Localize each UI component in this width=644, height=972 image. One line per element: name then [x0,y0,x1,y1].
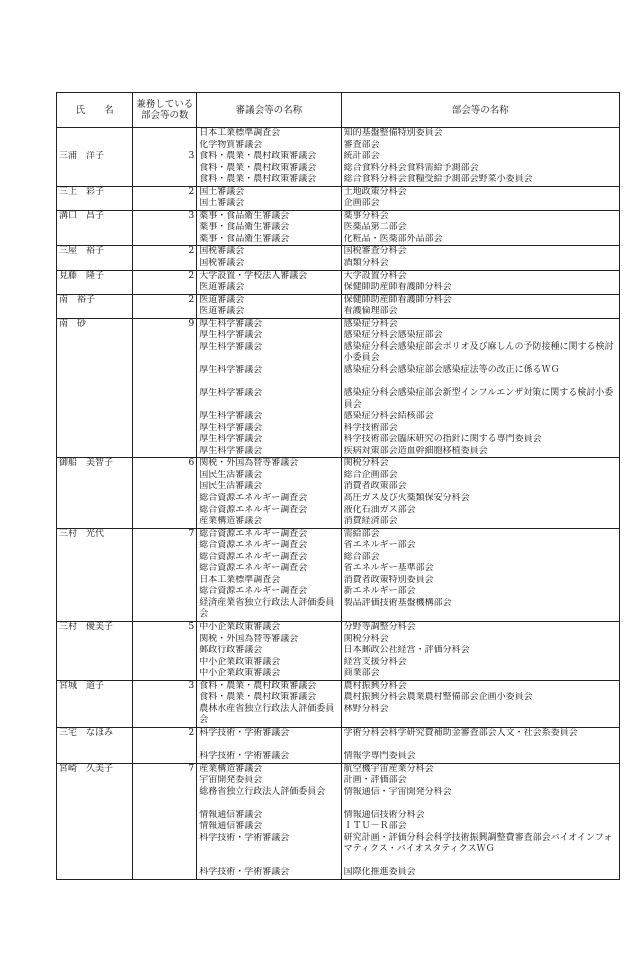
council-cell [197,210,341,246]
member-name [57,763,133,879]
table-body [57,128,620,880]
subcommittee-name: 国際化推進委員会 [343,867,416,878]
council-name: 郵政行政審議会 [199,645,263,656]
council-name: 宇宙開発委員会 [199,775,263,786]
subcommittee-name: 看護倫理部会 [343,306,398,317]
table-row [57,128,620,187]
membership-count-text: 2 [188,294,195,305]
subcommittee-name: 情報学専門委員会 [343,750,416,761]
council-name: 日本工業標準調査会 [199,574,281,585]
table-row [57,186,620,210]
membership-count-text: 3 [188,151,195,162]
council-name: 総合資源エネルギー調査会 [199,504,308,515]
council-name: 国土審議会 [199,186,245,197]
subcommittee-name: 知的基盤整備特別委員会 [343,128,443,138]
council-name: 総合資源エネルギー調査会 [199,586,308,597]
council-cell [197,318,341,458]
subcommittee-name: 液化石油ガス部会 [343,504,416,515]
subcommittee-cell [341,318,619,458]
member-name [57,680,133,727]
council-name: 厚生科学審議会 [199,422,263,433]
member-name [57,528,133,621]
council-name: 総合資源エネルギー調査会 [199,492,308,503]
membership-count [133,270,197,294]
subcommittee-name: 経営支援分科会 [343,656,407,667]
council-cell [197,727,341,763]
subcommittee-name: 分野等調整分科会 [343,621,416,632]
table-row [57,621,620,680]
member-name-text: 宮崎 久美子 [59,763,114,774]
council-name: 厚生科学審議会 [199,411,263,422]
table-row [57,294,620,318]
membership-count [133,621,197,680]
membership-count-text: 7 [188,763,195,774]
council-name: 薬事・食品衛生審議会 [199,233,290,244]
council-name: 厚生科学審議会 [199,434,263,445]
subcommittee-name: 大学設置分科会 [343,270,407,281]
membership-count [133,210,197,246]
member-name [57,727,133,763]
council-name: 医道審議会 [199,306,245,317]
table-row [57,727,620,763]
subcommittee-name: 科学技術部会臨床研究の指針に関する専門委員会 [343,434,542,445]
council-name: 国民生活審議会 [199,469,263,480]
council-name: 食料・農業・農村政策審議会 [199,162,317,173]
header-subcommittee: 部会等の名称 [341,93,619,128]
subcommittee-name: 酒類分科会 [343,258,389,269]
subcommittee-name: 省エネルギー部会 [343,540,416,551]
membership-count-text: 2 [188,186,195,197]
member-name-text: 南 砂 [59,318,87,329]
subcommittee-name: 省エネルギー基準部会 [343,563,434,574]
subcommittee-name: 新エネルギー部会 [343,586,416,597]
member-name-text: 三村 優美子 [59,621,114,632]
subcommittee-cell [341,763,619,879]
council-name: 中小企業政策審議会 [199,621,281,632]
membership-count [133,727,197,763]
subcommittee-cell [341,246,619,270]
subcommittee-name: 消費経済部会 [343,516,398,527]
subcommittee-cell [341,186,619,210]
subcommittee-cell [341,528,619,621]
subcommittee-name: 総合食料分科会食糧受給予測部会野菜小委員会 [343,174,533,185]
membership-count-text: 5 [188,621,195,632]
council-name: 総合資源エネルギー調査会 [199,528,308,539]
header-council: 審議会等の名称 [197,93,341,128]
council-name: 関税・外国為替等審議会 [199,458,299,469]
council-membership-table [56,92,620,880]
subcommittee-name: 保健師助産師看護師分科会 [343,294,452,305]
subcommittee-name: 感染症分科会感染症部会 [343,330,443,341]
member-name-text: 見藤 隆子 [59,270,105,281]
council-name: 経済産業省独立行政法人評価委員会 [199,597,335,620]
membership-count-text: 2 [188,727,195,738]
member-name-text: 三屋 裕子 [59,246,105,257]
council-name: 関税・外国為替等審議会 [199,633,299,644]
council-name: 厚生科学審議会 [199,341,263,352]
member-name [57,246,133,270]
subcommittee-name: 高圧ガス及び火薬類保安分科会 [343,492,470,503]
subcommittee-cell [341,210,619,246]
member-name-text: 南 裕子 [59,294,96,305]
membership-count [133,458,197,528]
membership-count [133,763,197,879]
council-name: 食料・農業・農村政策審議会 [199,174,317,185]
subcommittee-name: 審査部会 [343,139,380,150]
subcommittee-cell [341,680,619,727]
member-name-text: 三村 光代 [59,528,105,539]
subcommittee-name: 薬事分科会 [343,210,389,221]
council-name: 薬事・食品衛生審議会 [199,210,290,221]
council-cell [197,621,341,680]
subcommittee-cell [341,294,619,318]
table-row [57,210,620,246]
council-name: 薬事・食品衛生審議会 [199,222,290,233]
member-name-text: 三宅 なほみ [59,727,114,738]
membership-count [133,318,197,458]
table-row [57,528,620,621]
member-name [57,210,133,246]
subcommittee-name: 科学技術部会 [343,422,398,433]
council-name: 総合資源エネルギー調査会 [199,540,308,551]
council-name: 国税審議会 [199,246,245,257]
subcommittee-cell [341,270,619,294]
subcommittee-name: 情報通信技術分科会 [343,809,425,820]
subcommittee-name: 農村振興分科会 [343,680,407,691]
membership-count [133,528,197,621]
subcommittee-name: 総合企画部会 [343,469,398,480]
member-name [57,621,133,680]
subcommittee-name: 土地政策分科会 [343,186,407,197]
table-row [57,318,620,458]
member-name-text: 三浦 洋子 [59,151,105,162]
table-row [57,246,620,270]
council-cell [197,294,341,318]
council-name: 厚生科学審議会 [199,388,263,399]
council-cell [197,270,341,294]
subcommittee-name: 国税審査分科会 [343,246,407,257]
subcommittee-name: 関税分科会 [343,458,389,469]
member-name [57,318,133,458]
subcommittee-cell [341,727,619,763]
council-name: 中小企業政策審議会 [199,656,281,667]
council-cell [197,458,341,528]
council-name: 食料・農業・農村政策審議会 [199,680,317,691]
table-row [57,763,620,879]
council-name: 科学技術・学術審議会 [199,727,290,738]
subcommittee-name: 医薬品第二部会 [343,222,407,233]
member-name [57,128,133,187]
council-name: 厚生科学審議会 [199,445,263,456]
subcommittee-name: 感染症分科会感染症部会感染症法等の改正に係るＷＧ [343,364,560,375]
table-header [57,93,620,128]
subcommittee-name: 計画・評価部会 [343,775,407,786]
membership-count-text: 3 [188,210,195,221]
subcommittee-name: 農村振興分科会農業農村整備部会企画小委員会 [343,692,533,703]
council-name: 総合資源エネルギー調査会 [199,563,308,574]
council-name: 医道審議会 [199,294,245,305]
table-row [57,680,620,727]
subcommittee-name: 企画部会 [343,198,380,209]
member-name-text: 溝口 昌子 [59,210,105,221]
subcommittee-name: 研究計画・評価分科会科学技術振興調整費審査部会バイオインフォマティクス・バイオスタティクスＷＧ [343,832,613,855]
council-name: 大学設置・学校法人審議会 [199,270,308,281]
council-name: 国民生活審議会 [199,481,263,492]
subcommittee-name: 航空機宇宙産業分科会 [343,763,434,774]
subcommittee-name: 感染症分科会結核部会 [343,411,434,422]
subcommittee-name: 統計部会 [343,151,380,162]
membership-count [133,186,197,210]
council-name: 日本工業標準調査会 [199,128,281,138]
subcommittee-name: 疾病対策部会造血幹細胞移植委員会 [343,445,488,456]
council-name: 厚生科学審議会 [199,330,263,341]
membership-count-text: 2 [188,246,195,257]
council-name: 医道審議会 [199,282,245,293]
subcommittee-name: 情報通信・宇宙開発分科会 [343,786,452,797]
subcommittee-name: 消費者政策特別委員会 [343,574,434,585]
council-name: 農林水産省独立行政法人評価委員会 [199,703,335,726]
council-name: 国税審議会 [199,258,245,269]
member-name-text: 御船 美智子 [59,458,114,469]
subcommittee-name: 感染症分科会 [343,318,398,329]
subcommittee-cell [341,458,619,528]
membership-count-text: 3 [188,680,195,691]
council-name: 総合資源エネルギー調査会 [199,551,308,562]
council-name: 科学技術・学術審議会 [199,867,290,878]
subcommittee-name: 感染症分科会感染症部会ポリオ及び麻しんの予防接種に関する検討小委員会 [343,341,614,364]
subcommittee-cell [341,128,619,187]
member-name-text: 宮城 道子 [59,680,105,691]
council-name: 総務省独立行政法人評価委員会 [199,786,326,797]
council-name: 中小企業政策審議会 [199,668,281,679]
council-cell [197,246,341,270]
council-name: 科学技術・学術審議会 [199,832,290,843]
council-cell [197,680,341,727]
member-name [57,186,133,210]
subcommittee-name: 総合食料分科会食料需給予測部会 [343,162,479,173]
table-row [57,270,620,294]
council-name: 科学技術・学術審議会 [199,750,290,761]
subcommittee-name: 学術分科会科学研究費補助金審査部会人文・社会系委員会 [343,727,578,738]
council-name: 産業構造審議会 [199,516,263,527]
subcommittee-name: 総合部会 [343,551,380,562]
council-cell [197,528,341,621]
council-name: 厚生科学審議会 [199,364,263,375]
membership-count [133,246,197,270]
subcommittee-name: 関税分科会 [343,633,389,644]
subcommittee-name: 商業部会 [343,668,380,679]
subcommittee-name: 林野分科会 [343,703,389,714]
membership-count-text: 6 [188,458,195,469]
subcommittee-name: 感染症分科会感染症部会新型インフルエンザ対策に関する検討小委員会 [343,388,614,410]
council-name: 産業構造審議会 [199,763,263,774]
membership-count [133,680,197,727]
subcommittee-name: 消費者政策部会 [343,481,407,492]
header-count: 兼務している部会等の数 [133,93,197,128]
council-cell [197,186,341,210]
membership-count [133,128,197,187]
membership-count-text: 7 [188,528,195,539]
member-name [57,270,133,294]
council-name: 食料・農業・農村政策審議会 [199,692,317,703]
council-name: 厚生科学審議会 [199,318,263,329]
subcommittee-name: 化粧品・医薬部外品部会 [343,233,443,244]
council-name: 化学物質審議会 [199,139,263,150]
membership-count [133,294,197,318]
membership-count-text: 9 [188,318,195,329]
table-row [57,458,620,528]
subcommittee-name: ＩＴＵ－Ｒ部会 [343,821,407,832]
council-name: 食料・農業・農村政策審議会 [199,151,317,162]
council-name: 情報通信審議会 [199,809,263,820]
council-name: 国土審議会 [199,198,245,209]
council-cell [197,763,341,879]
subcommittee-name: 日本郵政公社経営・評価分科会 [343,645,470,656]
member-name [57,294,133,318]
subcommittee-cell [341,621,619,680]
council-name: 情報通信審議会 [199,821,263,832]
subcommittee-name: 需給部会 [343,528,380,539]
member-name [57,458,133,528]
header-name: 氏 名 [57,93,133,128]
subcommittee-name: 保健師助産師看護師分科会 [343,282,452,293]
member-name-text: 三上 彩子 [59,186,105,197]
council-cell [197,128,341,187]
subcommittee-name: 製品評価技術基盤機構部会 [343,597,452,608]
membership-count-text: 2 [188,270,195,281]
